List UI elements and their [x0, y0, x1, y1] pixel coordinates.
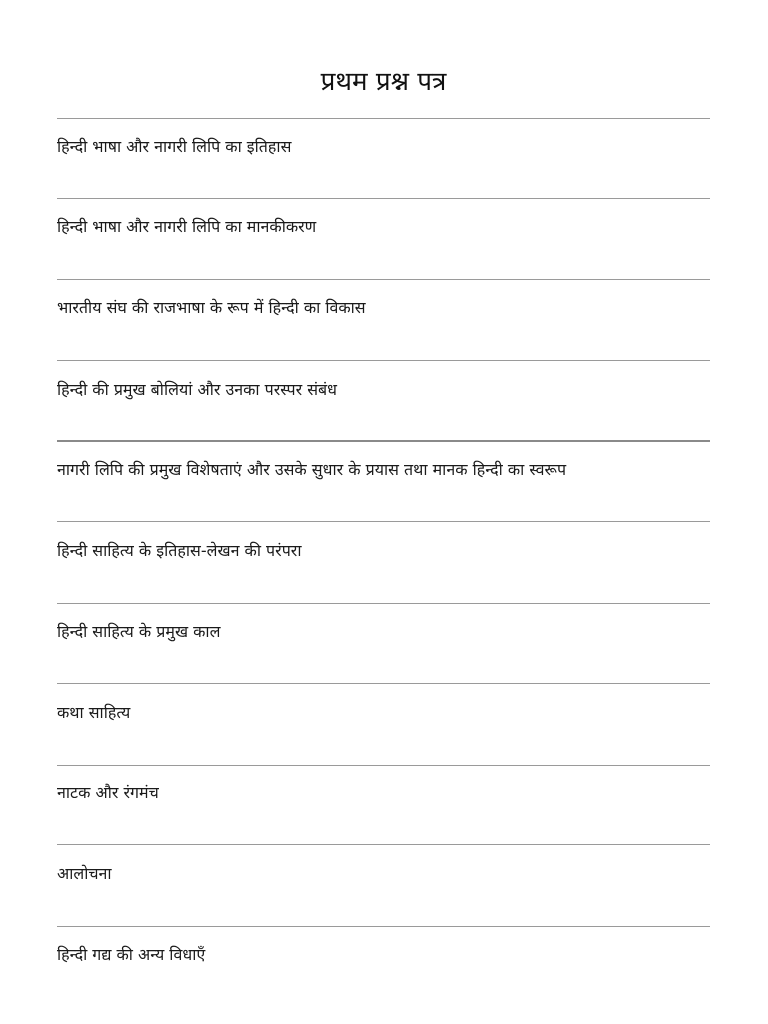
list-item: हिन्दी की प्रमुख बोलियां और उनका परस्पर संबंध — [57, 380, 337, 399]
list-item: हिन्दी साहित्य के इतिहास-लेखन की परंपरा — [57, 541, 302, 560]
page-title: प्रथम प्रश्न पत्र — [320, 67, 447, 97]
list-item: हिन्दी भाषा और नागरी लिपि का मानकीकरण — [57, 217, 317, 236]
divider — [57, 926, 710, 927]
divider — [57, 198, 710, 199]
divider — [57, 440, 710, 442]
divider — [57, 118, 710, 119]
divider — [57, 603, 710, 604]
list-item: हिन्दी भाषा और नागरी लिपि का इतिहास — [57, 137, 292, 156]
divider — [57, 521, 710, 522]
list-item: नागरी लिपि की प्रमुख विशेषताएं और उसके सुधार के प्रयास तथा मानक हिन्दी का स्वरूप — [57, 460, 567, 479]
list-item: हिन्दी गद्य की अन्य विधाएँ — [57, 945, 206, 964]
divider — [57, 844, 710, 845]
list-item: नाटक और रंगमंच — [57, 783, 159, 802]
divider — [57, 683, 710, 684]
list-item: कथा साहित्य — [57, 703, 131, 722]
divider — [57, 279, 710, 280]
divider — [57, 360, 710, 361]
list-item: हिन्दी साहित्य के प्रमुख काल — [57, 622, 221, 641]
list-item: आलोचना — [57, 864, 112, 883]
list-item: भारतीय संघ की राजभाषा के रूप में हिन्दी का विकास — [57, 298, 366, 317]
divider — [57, 765, 710, 766]
